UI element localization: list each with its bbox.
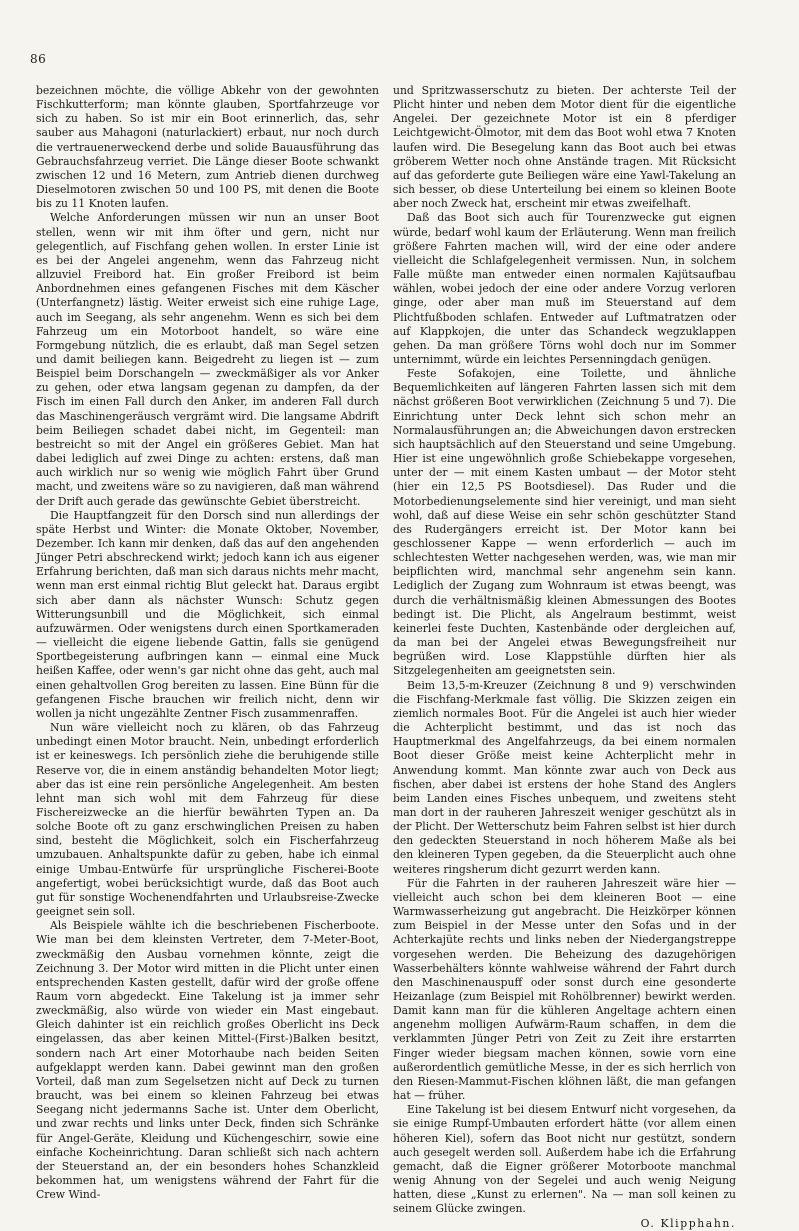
paragraph: Nun wäre vielleicht noch zu klären, ob das Fahrzeug unbedingt einen Motor braucht. Nein, unbedingt erforderlich ist er keineswegs. Ich persönlich ziehe die beruhigende stille Reserve vor, die in einem anständig behandelten Motor liegt; aber das ist eine rein persönliche Angelegenheit. Am besten lehnt man sich wohl mit dem Fahrzeug für diese Fischereizwecke an die hierfür bewährten Typen an. Da solche Boote oft zu ganz erschwinglichen Preisen zu haben sind, besteht die Möglichkeit, solch ein Fischerfahrzeug umzubauen. Anhaltspunkte dafür zu geben, habe ich einmal einige Umbau-Entwürfe für ursprüngliche Fischerei-Boote angefertigt, wobei berücksichtigt wurde, daß das Boot auch gut für sonstige Wochenendfahrten und Urlaubsreise-Zwecke geeignet sein soll. xyxy=(36,721,379,919)
paragraph: Eine Takelung ist bei diesem Entwurf nicht vorgesehen, da sie einige Rumpf-Umbauten erfordert hätte (vor allem einen höheren Kiel), sofern das Boot nicht nur gestützt, sondern auch gesegelt werden soll. Außerdem habe ich die Erfahrung gemacht, daß die Eigner größerer Motorboote manchmal wenig Ahnung von der Segelei und auch wenig Neigung hatten, diese „Kunst zu erlernen". Na — man soll keinen zu seinem Glücke zwingen. xyxy=(393,1103,736,1216)
text-column-left xyxy=(36,84,379,1202)
paragraph: Daß das Boot sich auch für Tourenzwecke gut eignen würde, bedarf wohl kaum der Erläuterung. Wenn man freilich größere Fahrten machen will, wird der eine oder andere vielleicht die Schlafgelegenheit vermissen. Nun, in solchem Falle müßte man entweder einen normalen Kajütsaufbau wählen, wobei jedoch der eine oder andere Vorzug verloren ginge, oder aber man muß im Steuerstand auf dem Plichtfußboden schlafen. Entweder auf Luftmatratzen oder auf Klappkojen, die unter das Schandeck wegzuklappen gehen. Da man größere Törns wohl doch nur im Sommer unternimmt, würde ein leichtes Persenningdach genügen. xyxy=(393,211,736,366)
paragraph: Beim 13,5-m-Kreuzer (Zeichnung 8 und 9) verschwinden die Fischfang-Merkmale fast völlig. Die Skizzen zeigen ein ziemlich normales Boot. Für die Angelei ist auch hier wieder die Achterplicht bestimmt, und das ist noch das Hauptmerkmal des Angelfahrzeugs, da bei einem normalen Boot dieser Größe meist keine Achterplicht mehr in Anwendung kommt. Man könnte zwar auch von Deck aus fischen, aber dabei ist erstens der hohe Stand des Anglers beim Landen eines Fisches unbequem, und zweitens steht man dort in der rauheren Jahreszeit weniger geschützt als in der Plicht. Der Wetterschutz beim Fahren selbst ist hier durch den gedeckten Steuerstand in noch höherem Maße als bei den kleineren Typen gegeben, da die Steuerplicht auch ohne weiteres ringsherum dicht gezurrt werden kann. xyxy=(393,678,736,876)
paragraph: Als Beispiele wählte ich die beschriebenen Fischerboote. Wie man bei dem kleinsten Vertreter, dem 7-Meter-Boot, zweckmäßig den Ausbau vornehmen könnte, zeigt die Zeichnung 3. Der Motor wird mitten in die Plicht unter einen entsprechenden Kasten gestellt, dafür wird der große offene Raum vorn abgedeckt. Eine Takelung ist ja immer sehr zweckmäßig, also würde von wieder ein Mast eingebaut. Gleich dahinter ist ein reichlich großes Oberlicht ins Deck eingelassen, das aber keinen Mittel-(First-)Balken besitzt, sondern nach Art einer Motorhaube nach beiden Seiten aufgeklappt werden kann. Dabei gewinnt man den großen Vorteil, daß man zum Segelsetzen nicht auf Deck zu turnen braucht, was bei einem so kleinen Fahrzeug bei etwas Seegang nicht jedermanns Sache ist. Unter dem Oberlicht, und zwar rechts und links unter Deck, finden sich Schränke für Angel-Geräte, Kleidung und Küchengeschirr, sowie eine einfache Kocheinrichtung. Daran schließt sich nach achtern der Steuerstand an, der ein besonders hohes Schanzkleid bekommen hat, um wenigstens während der Fahrt für die Crew Wind- xyxy=(36,919,379,1202)
paragraph: Für die Fahrten in der rauheren Jahreszeit wäre hier — vielleicht auch schon bei dem kleineren Boot — eine Warmwasserheizung gut angebracht. Die Heizkörper können zum Beispiel in der Messe unter den Sofas und in der Achterkajüte rechts und links neben der Niedergangstreppe vorgesehen werden. Die Beheizung des dazugehörigen Wasserbehälters könnte wahlweise während der Fahrt durch den Maschinenauspuff oder sonst durch eine gesonderte Heizanlage (zum Beispiel mit Rohölbrenner) bewirkt werden. Damit kann man für die kühleren Angeltage achtern einen angenehm molligen Aufwärm-Raum schaffen, in dem die verklammten Jünger Petri von Zeit zu Zeit ihre erstarrten Finger wieder biegsam machen können, sowie vorn eine außerordentlich gemütliche Messe, in der es sich herrlich von den Riesen-Mammut-Fischen klöhnen läßt, die man gefangen hat — früher. xyxy=(393,876,736,1103)
paragraph: Welche Anforderungen müssen wir nun an unser Boot stellen, wenn wir mit ihm öfter und gern, nicht nur gelegentlich, auf Fischfang gehen wollen. In erster Linie ist es bei der Angelei angenehm, wenn das Fahrzeug nicht allzuviel Freibord hat. Ein großer Freibord ist beim Anbordnehmen eines gefangenen Fisches mit dem Käscher (Unterfangnetz) lästig. Weiter erweist sich eine ruhige Lage, auch im Seegang, als sehr angenehm. Wenn es sich bei dem Fahrzeug um ein Motorboot handelt, so wäre eine Formgebung nützlich, die es erlaubt, daß man Segel setzen und damit beiliegen kann. Beigedreht zu liegen ist — zum Beispiel beim Dorschangeln — zweckmäßiger als vor Anker zu gehen, oder etwa langsam gegenan zu dampfen, da der Fisch im einen Fall durch den Anker, im anderen Fall durch das Maschinengeräusch vergrämt wird. Die langsame Abdrift beim Beiliegen schadet dabei nicht, im Gegenteil: man bestreicht so mit der Angel ein größeres Gebiet. Man hat dabei lediglich auf zwei Dinge zu achten: erstens, daß man auch wirklich nur so wenig wie möglich Fahrt über Grund macht, und zweitens wäre so zu navigieren, daß man während der Drift auch gerade das gewünschte Gebiet überstreicht. xyxy=(36,211,379,508)
paragraph: und Spritzwasserschutz zu bieten. Der achterste Teil der Plicht hinter und neben dem Motor dient für die eigentliche Angelei. Der gezeichnete Motor ist ein 8 pferdiger Leichtgewicht-Ölmotor, mit dem das Boot wohl etwa 7 Knoten laufen wird. Die Besegelung kann das Boot auch bei etwas gröberem Wetter noch ohne Anstände tragen. Mit Rücksicht auf das geforderte gute Beiliegen wäre eine Yawl-Takelung an sich besser, ob diese Unterteilung bei einem so kleinen Boote aber noch Zweck hat, erscheint mir etwas zweifelhaft. xyxy=(393,84,736,211)
page-number: 86 xyxy=(30,52,47,66)
author-signature: O. Klipphahn. xyxy=(640,1216,736,1230)
text-column-right xyxy=(393,84,736,1231)
paragraph: bezeichnen möchte, die völlige Abkehr von der gewohnten Fischkutterform; man könnte glauben, Sportfahrzeuge vor sich zu haben. So ist mir ein Boot erinnerlich, das, sehr sauber aus Mahagoni (naturlackiert) erbaut, nur noch durch die vertrauenerweckend derbe und solide Bauausführung das Gebrauchsfahrzeug verriet. Die Länge dieser Boote schwankt zwischen 12 und 16 Metern, zum Antrieb dienen durchweg Dieselmotoren zwischen 50 und 100 PS, mit denen die Boote bis zu 11 Knoten laufen. xyxy=(36,84,379,211)
paragraph: Die Hauptfangzeit für den Dorsch sind nun allerdings der späte Herbst und Winter: die Monate Oktober, November, Dezember. Ich kann mir denken, daß das auf den angehenden Jünger Petri abschreckend wirkt; jedoch kann ich aus eigener Erfahrung berichten, daß man sich daraus nichts mehr macht, wenn man erst einmal richtig Blut geleckt hat. Daraus ergibt sich aber dann als nächster Wunsch: Schutz gegen Witterungsunbill und die Möglichkeit, sich einmal aufzuwärmen. Oder wenigstens durch einen Sportkameraden — vielleicht die eigene liebende Gattin, falls sie genügend Sportbegeisterung aufbringen kann — einmal eine Muck heißen Kaffee, oder wenn's gar nicht ohne das geht, auch mal einen gehaltvollen Grog bereiten zu lassen. Eine Bünn für die gefangenen Fische brauchen wir freilich nicht, denn wir wollen ja nicht ungezählte Zentner Fisch zusammenraffen. xyxy=(36,508,379,720)
paragraph: Feste Sofakojen, eine Toilette, und ähnliche Bequemlichkeiten auf längeren Fahrten lassen sich mit dem nächst größeren Boot verwirklichen (Zeichnung 5 und 7). Die Einrichtung unter Deck lehnt sich schon mehr an Normalausführungen an; die Abweichungen davon erstrecken sich hauptsächlich auf den Steuerstand und seine Umgebung. Hier ist eine ungewöhnlich große Schiebekappe vorgesehen, unter der — mit einem Kasten umbaut — der Motor steht (hier ein 12,5 PS Bootsdiesel). Das Ruder und die Motorbedienungselemente sind hier vereinigt, und man sieht wohl, daß auf diese Weise ein sehr schön geschützter Stand des Rudergängers erreicht ist. Der Motor kann bei geschlossener Kappe — wenn erforderlich — auch im schlechtesten Wetter nachgesehen werden, was, wie man mir beipflichten wird, manchmal sehr angenehm sein kann. Lediglich der Zugang zum Wohnraum ist etwas beengt, was durch die verhältnismäßig kleinen Abmessungen des Bootes bedingt ist. Die Plicht, als Angelraum bestimmt, weist keinerlei feste Duchten, Kastenbände oder dergleichen auf, da man bei der Angelei etwas Bewegungsfreiheit nur begrüßen wird. Lose Klappstühle dürften hier als Sitzgelegenheiten am geeignetsten sein. xyxy=(393,367,736,678)
